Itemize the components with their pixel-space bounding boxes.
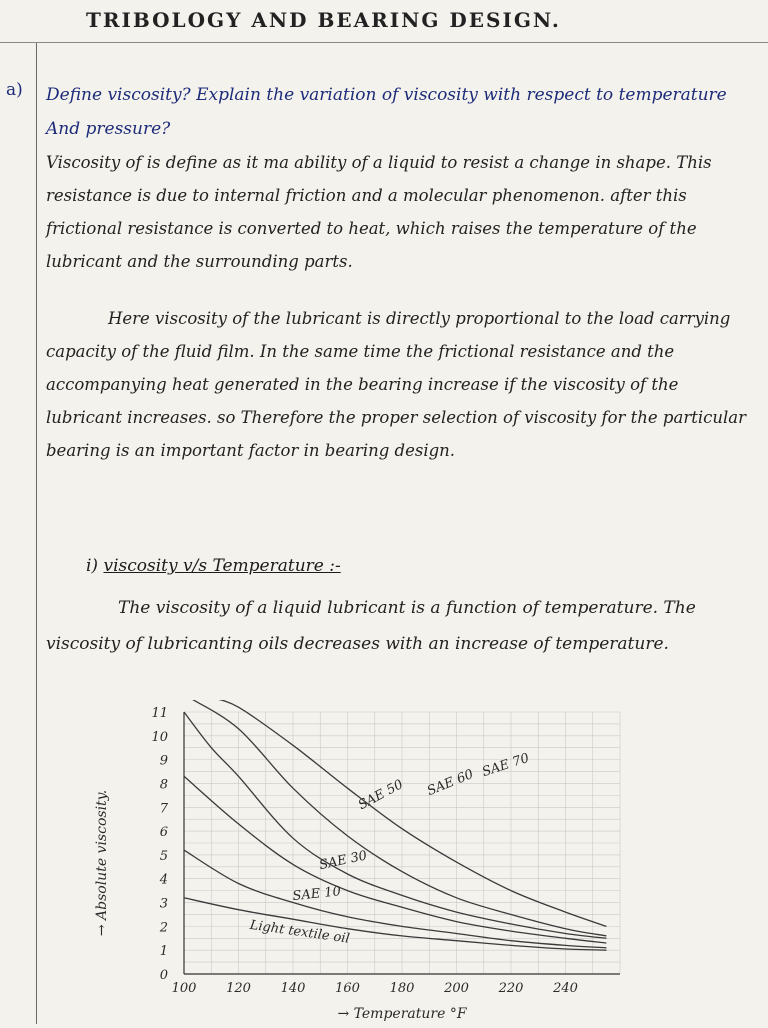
answer-paragraph-2: Here viscosity of the lubricant is directly proportional to the load carrying capacity of the fluid film. In the same time the frictional resistance and the accompanying heat generated in the bearing increase if the viscosity of the lubricant increases. so Therefore the proper selection of viscosity for the particular bearing is an important factor in bearing design. [46,309,746,460]
series-line-sae-70 [211,700,606,926]
x-tick-label: 100 [171,981,197,996]
y-axis-label: → Absolute viscosity. [94,789,110,937]
series-line-sae-30 [184,776,606,943]
y-tick-label: 10 [151,729,168,745]
series-label: SAE 60 [425,767,476,800]
x-tick-label: 140 [280,981,306,996]
chart-grid [184,712,620,974]
x-tick-label: 200 [444,981,469,996]
subheading [86,556,341,576]
y-tick-label: 6 [159,825,168,841]
question-text: Define viscosity? Explain the variation of viscosity with respect to temperature And pressure? [46,85,727,139]
y-tick-label: 5 [159,848,168,864]
top-rule [0,42,768,43]
y-tick-label: 7 [159,801,168,817]
y-tick-label: 9 [159,753,168,769]
series-label: Light textile oil [248,917,351,947]
page-title: TRIBOLOGY AND BEARING DESIGN. [86,8,561,32]
series-label: SAE 50 [355,777,406,814]
y-tick-label: 11 [151,706,168,721]
x-tick-label: 120 [226,981,251,996]
x-tick-label: 220 [498,981,524,996]
subheading-text: viscosity v/s Temperature :- [103,556,341,576]
subheading-number: i) [86,556,99,576]
chart-svg [80,700,640,1024]
chart-series-labels [248,751,531,947]
x-tick-label: 160 [335,981,360,996]
series-label: SAE 10 [291,884,342,905]
margin-line [36,42,37,1024]
series-label: SAE 70 [480,750,532,781]
y-tick-label: 2 [159,920,168,936]
viscosity-temperature-chart [80,700,640,1024]
answer-paragraph-1: Viscosity of is define as it ma ability of a liquid to resist a change in shape. This resistance is due to internal friction and a molecular phenomenon. after this frictional resistance is converted to heat, which raises the temperature of the lubricant and the surrounding parts. [46,153,712,271]
y-tick-label: 0 [159,968,168,983]
series-label: SAE 30 [317,848,369,874]
series-line-sae-60 [190,700,607,936]
series-line-sae-10 [184,850,606,948]
x-tick-label: 240 [553,981,578,996]
chart-series [184,700,606,950]
y-tick-label: 4 [159,872,168,888]
question-number: a) [6,80,23,100]
answer-paragraph-3: The viscosity of a liquid lubricant is a function of temperature. The viscosity of lubricanting oils decreases with an increase of temperature. [46,598,696,654]
y-tick-label: 8 [159,777,168,793]
y-tick-label: 3 [159,896,168,912]
x-axis-label: → Temperature °F [337,1006,467,1022]
y-tick-label: 1 [159,944,168,960]
x-tick-label: 180 [389,981,415,996]
